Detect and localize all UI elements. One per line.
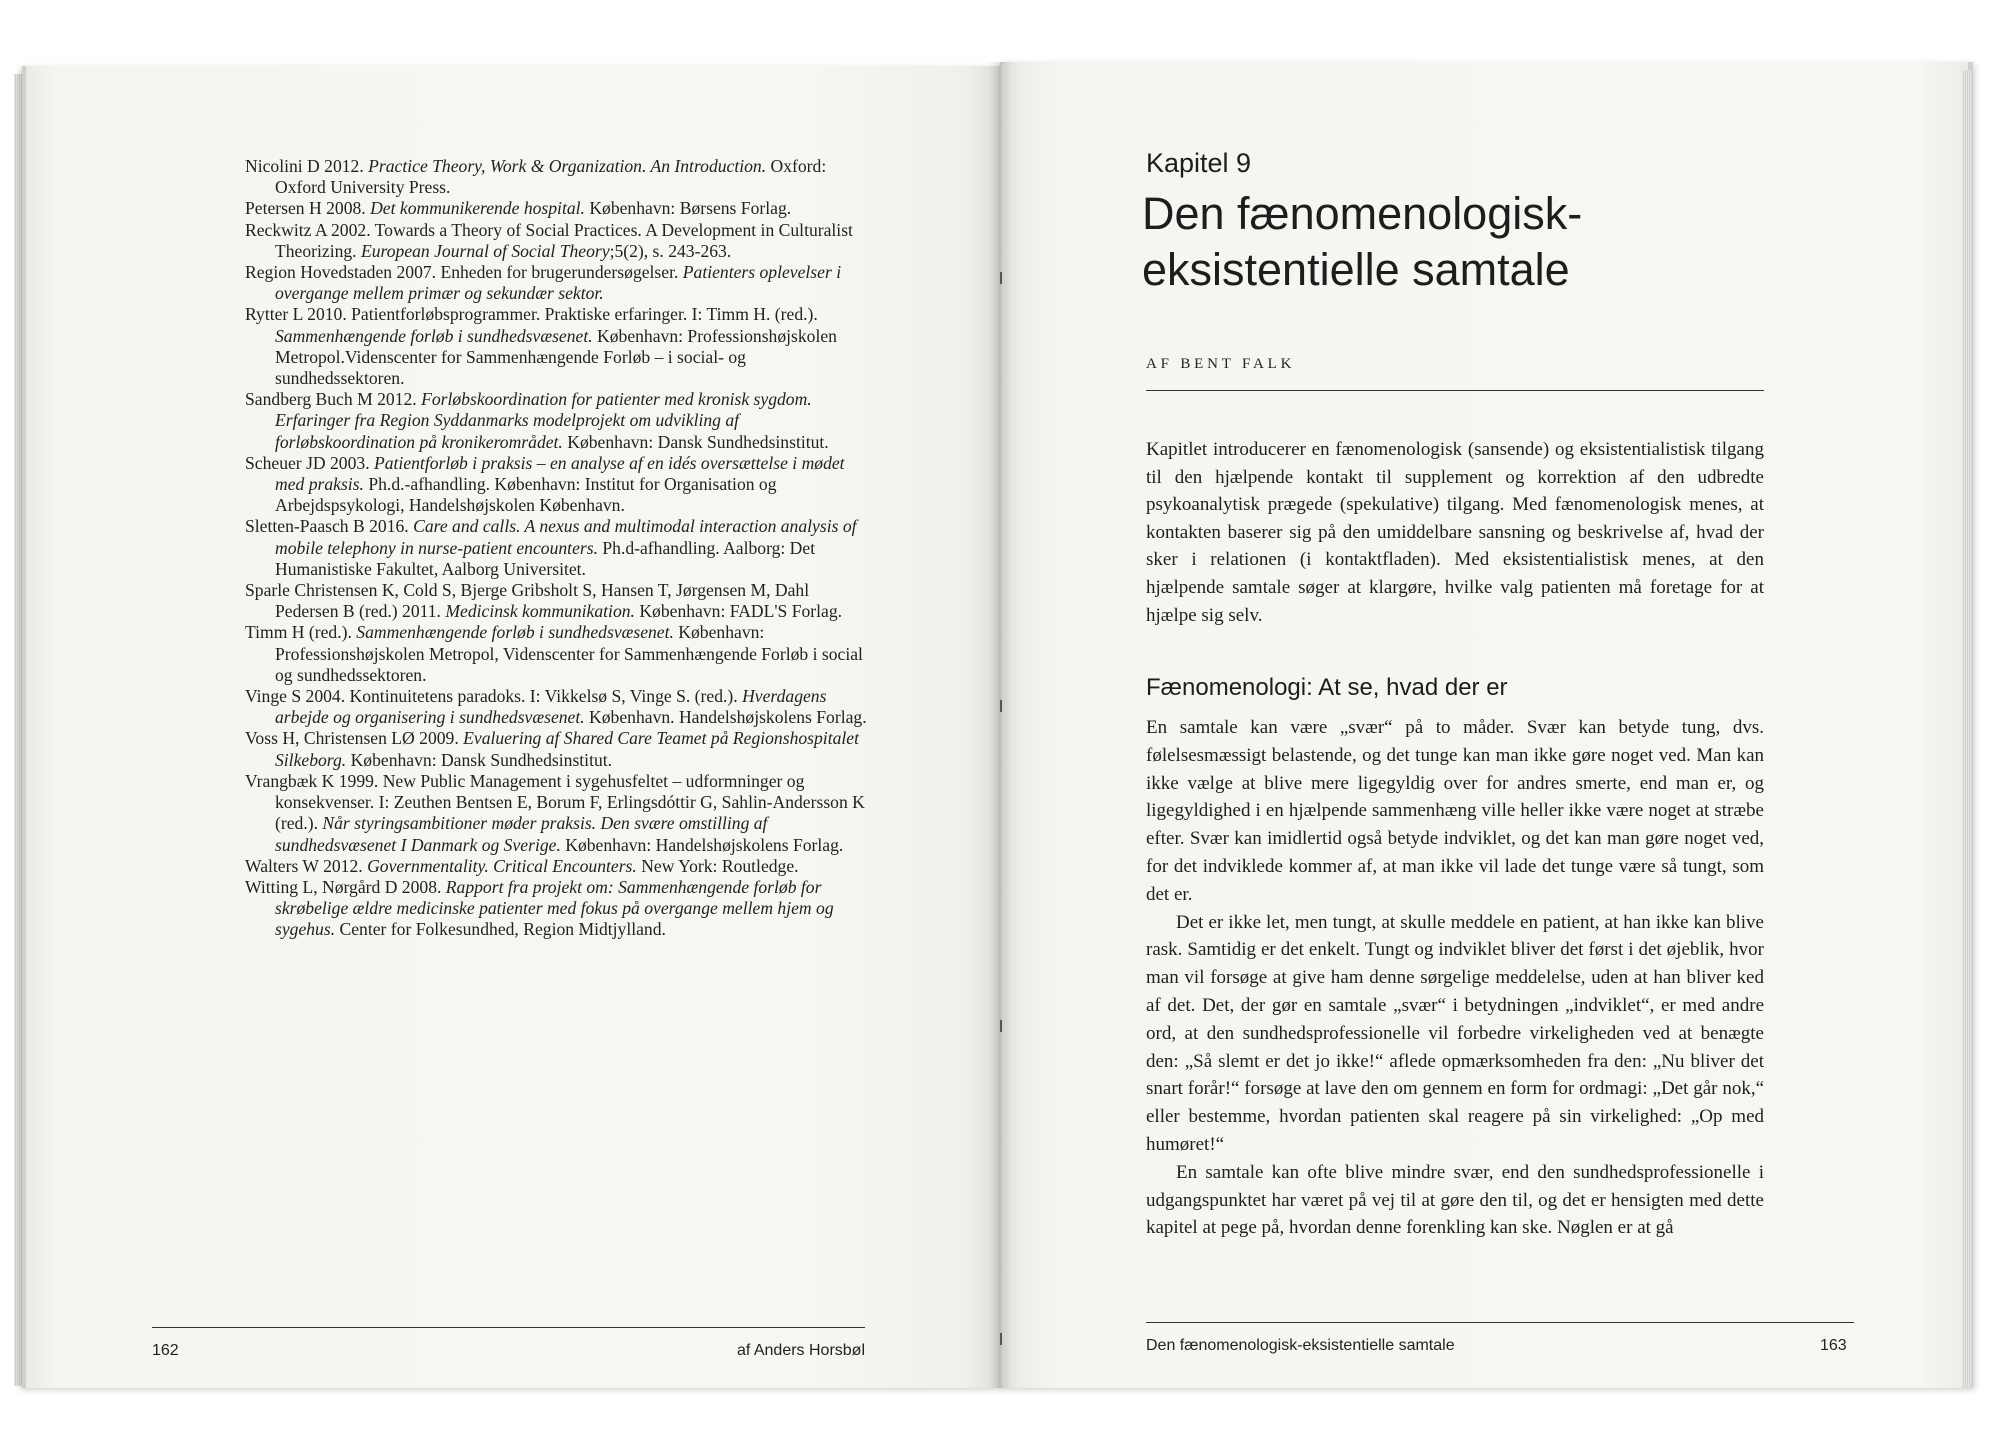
- reference-entry: Witting L, Nørgård D 2008. Rapport fra projekt om: Sammenhængende forløb for skrøbelige ældre medicinske patienter med fokus på overgange mellem hjem og sygehus. Center for Folkesundhed, Region Midtjylland.: [245, 876, 834, 940]
- body-text: [1146, 714, 1764, 1242]
- reference-entry: Reckwitz A 2002. Towards a Theory of Social Practices. A Development in Culturalist Theorizing. European Journal of Social Theory;5(2), s. 243-263.: [245, 219, 853, 261]
- body-paragraph: En samtale kan ofte blive mindre svær, end den sundhedsprofessionelle i udgangspunktet har været på vej til at gøre den til, og det er hensigten med dette kapitel at pege på, hvordan denne forenkling kan ske. Nøglen er at gå: [1146, 1161, 1764, 1239]
- right-footer-rule: [1146, 1322, 1854, 1323]
- reference-entry: Walters W 2012. Governmentality. Critical Encounters. New York: Routledge.: [245, 855, 799, 876]
- section-heading: Fænomenologi: At se, hvad der er: [1146, 674, 1508, 701]
- binding-stitch: [1000, 1333, 1002, 1345]
- left-running-footer: af Anders Horsbøl: [736, 1342, 865, 1359]
- reference-entry: Sparle Christensen K, Cold S, Bjerge Gribsholt S, Hansen T, Jørgensen M, Dahl Pedersen B (red.) 2011. Medicinsk kommunikation. København: FADL'S Forlag.: [245, 580, 843, 622]
- reference-entry: Nicolini D 2012. Practice Theory, Work & Organization. An Introduction. Oxford: Oxford University Press.: [245, 156, 827, 198]
- chapter-abstract: Kapitlet introducerer en fænomenologisk (sansende) og eksistentialistisk tilgang til den hjælpende kontakt til supplement og korrektion af den udbredte psykoanalytisk prægede (spekulative) tilgang. Med fænomenologisk menes, at kontakten baserer sig på den umiddelbare sansning og beskrivelse af, hvad der sker i relationen (i kontaktfladen). Med eksistentialistisk menes, at den hjælpende samtale søger at klargøre, hvilke valg patienten må foretage for at hjælpe sig selv.: [1146, 439, 1764, 626]
- right-page-number: 163: [1820, 1337, 1847, 1354]
- reference-entry: Scheuer JD 2003. Patientforløb i praksis – en analyse af en idés oversættelse i mødet med praksis. Ph.d.-afhandling. København: Institut for Organisation og Arbejdspsykologi, Handelshøjskolen København.: [245, 452, 845, 516]
- book-gutter: [988, 62, 1012, 1388]
- right-running-footer: Den fænomenologisk-eksistentielle samtale: [1146, 1337, 1455, 1354]
- chapter-label: Kapitel 9: [1146, 148, 1252, 178]
- reference-entry: Vrangbæk K 1999. New Public Management i sygehusfeltet – udformninger og konsekvenser. I: Zeuthen Bentsen E, Borum F, Erlingsdóttir G, Sahlin-Andersson K (red.). Når styringsambitioner møder praksis. Den svære omstilling af sundhedsvæsenet I Danmark og Sverige. København: Handelshøjskolens Forlag.: [245, 770, 865, 855]
- reference-entry: Sletten-Paasch B 2016. Care and calls. A nexus and multimodal interaction analysis of mobile telephony in nurse-patient encounters. Ph.d-afhandling. Aalborg: Det Humanistiske Fakultet, Aalborg Universitet.: [245, 516, 857, 579]
- reference-entry: Region Hovedstaden 2007. Enheden for brugerundersøgelser. Patienters oplevelser i overgange mellem primær og sekundær sektor.: [245, 262, 842, 304]
- binding-stitch: [1000, 1020, 1002, 1032]
- binding-stitch: [1000, 272, 1002, 284]
- binding-stitch: [1000, 700, 1002, 712]
- chapter-author: AF BENT FALK: [1146, 356, 1296, 372]
- reference-entry: Timm H (red.). Sammenhængende forløb i sundhedsvæsenet. København: Professionshøjskolen Metropol, Videnscenter for Sammenhængende Forløb i social og sundhedssektoren.: [245, 622, 863, 685]
- reference-entry: Voss H, Christensen LØ 2009. Evaluering af Shared Care Teamet på Regionshospitalet Silkeborg. København: Dansk Sundhedsinstitut.: [245, 728, 859, 770]
- reference-entry: Vinge S 2004. Kontinuitetens paradoks. I: Vikkelsø S, Vinge S. (red.). Hverdagens arbejde og organisering i sundhedsvæsenet. København. Handelshøjskolens Forlag.: [245, 686, 867, 728]
- reference-list: [245, 156, 870, 941]
- reference-entry: Sandberg Buch M 2012. Forløbskoordination for patienter med kronisk sygdom. Erfaringer fra Region Syddanmarks modelprojekt om udvikling af forløbskoordination på kronikerområdet. København: Dansk Sundhedsinstitut.: [245, 389, 829, 452]
- chapter-title: Den fænomenologisk-eksistentielle samtale: [1142, 188, 1583, 295]
- left-page-number: 162: [152, 1342, 179, 1359]
- page-edges-right: [1962, 70, 1972, 1388]
- body-paragraph: En samtale kan være „svær“ på to måder. Svær kan betyde tung, dvs. følelsesmæssigt belastende, og det tunge kan man ikke gøre noget ved. Man kan ikke vælge at blive mere ligegyldig over for andres smerte, end man er, og ligegyldighed i en hjælpende sammenhæng ville heller ikke være noget at stræbe efter. Svær kan imidlertid også betyde indviklet, og det kan man gøre noget ved, for det indviklede kommer af, at man ikke vil lade det tunge være så tungt, som det er.: [1146, 717, 1764, 905]
- left-footer-rule: [152, 1327, 865, 1328]
- author-rule: [1146, 390, 1764, 391]
- body-paragraph: Det er ikke let, men tungt, at skulle meddele en patient, at han ikke kan blive rask. Samtidig er det enkelt. Tungt og indviklet bliver det først i det øjeblik, hvor man vil forsøge at give ham denne sørgelige meddelelse, uden at han bliver ked af det. Det, der gør en samtale „svær“ i betydningen „indviklet“, er med andre ord, at den sundhedsprofessionelle vil forbedre virkeligheden ved at benægte den: „Så slemt er det jo ikke!“ aflede opmærksomheden fra den: „Nu bliver det snart forår!“ forsøge at lave den om gennem en form for ordmagi: „Det går nok,“ eller bestemme, hvordan patienten skal reagere på sin virkelighed: „Op med humøret!“: [1146, 911, 1764, 1155]
- reference-entry: Rytter L 2010. Patientforløbsprogrammer. Praktiske erfaringer. I: Timm H. (red.). Sammenhængende forløb i sundhedsvæsenet. København: Professionshøjskolen Metropol.Videnscenter for Sammenhængende Forløb – i social- og sundhedssektoren.: [245, 304, 837, 389]
- reference-entry: Petersen H 2008. Det kommunikerende hospital. København: Børsens Forlag.: [245, 198, 792, 219]
